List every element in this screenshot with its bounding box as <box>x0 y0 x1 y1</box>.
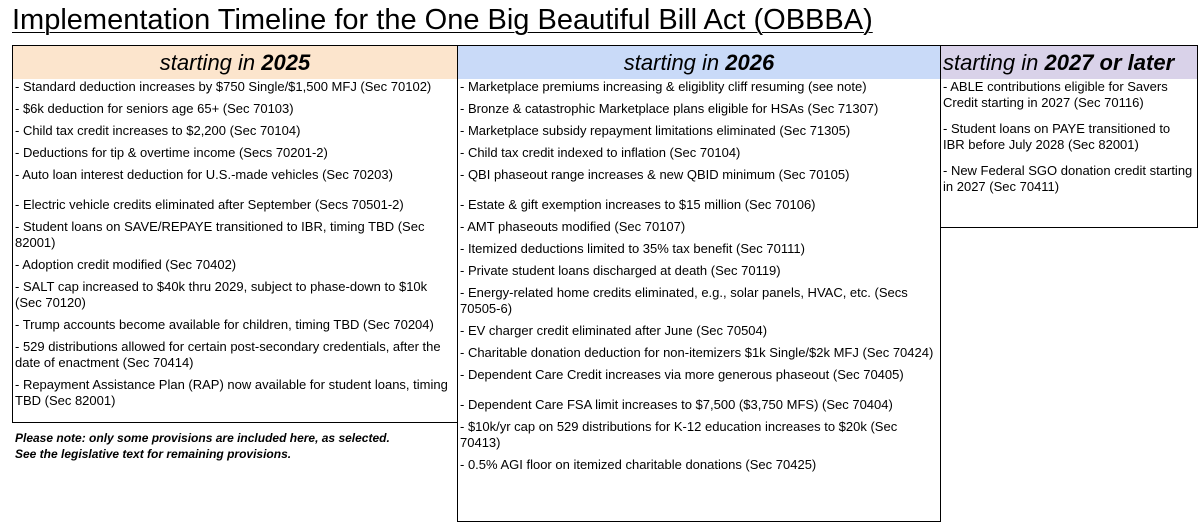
provision-item: - Dependent Care FSA limit increases to $7,500 ($3,750 MFS) (Sec 70404) <box>460 397 893 412</box>
column-header-2027 <box>941 46 1197 79</box>
provision-item: - 0.5% AGI floor on itemized charitable donations (Sec 70425) <box>460 457 817 472</box>
column-header-2025 <box>13 46 457 79</box>
provision-item: - Student loans on SAVE/REPAYE transitioned to IBR, timing TBD (Sec 82001) <box>15 219 425 250</box>
column-header-year: 2026 <box>725 50 775 75</box>
column-header-prefix: starting in <box>943 50 1045 75</box>
provision-item: - Child tax credit indexed to inflation (Sec 70104) <box>460 145 741 160</box>
provision-item: - Electric vehicle credits eliminated after September (Secs 70501-2) <box>15 197 404 212</box>
provision-item: - EV charger credit eliminated after June (Sec 70504) <box>460 323 768 338</box>
provision-item: - Energy-related home credits eliminated, e.g., solar panels, HVAC, etc. (Secs 70505-6) <box>460 285 908 316</box>
provision-item: - ABLE contributions eligible for Savers Credit starting in 2027 (Sec 70116) <box>943 79 1168 110</box>
column-2026 <box>457 45 941 522</box>
provision-item: - $10k/yr cap on 529 distributions for K-12 education increases to $20k (Sec 70413) <box>460 419 898 450</box>
column-header-prefix: starting in <box>159 50 262 75</box>
provision-list <box>941 79 1197 195</box>
provision-item: - 529 distributions allowed for certain post-secondary credentials, after the date of enactment (Sec 70414) <box>15 339 441 370</box>
provision-item: - AMT phaseouts modified (Sec 70107) <box>460 219 686 234</box>
provision-item: - Estate & gift exemption increases to $15 million (Sec 70106) <box>460 197 816 212</box>
provision-item: - QBI phaseout range increases & new QBID minimum (Sec 70105) <box>460 167 850 182</box>
provision-item: - Charitable donation deduction for non-itemizers $1k Single/$2k MFJ (Sec 70424) <box>460 345 934 360</box>
provision-item: - Adoption credit modified (Sec 70402) <box>15 257 237 272</box>
provision-item: - Auto loan interest deduction for U.S.-made vehicles (Sec 70203) <box>15 167 393 182</box>
provision-item: - Student loans on PAYE transitioned to IBR before July 2028 (Sec 82001) <box>943 121 1171 152</box>
provision-item: - Trump accounts become available for children, timing TBD (Sec 70204) <box>15 317 434 332</box>
provision-item: - Standard deduction increases by $750 Single/$1,500 MFJ (Sec 70102) <box>15 79 432 94</box>
column-header-year: 2025 <box>261 50 311 75</box>
column-header-2026 <box>458 46 940 79</box>
note-line: Please note: only some provisions are included here, as selected. <box>15 431 390 445</box>
provision-item: - Repayment Assistance Plan (RAP) now available for student loans, timing TBD (Sec 82001) <box>15 377 448 408</box>
provision-item: - Deductions for tip & overtime income (Secs 70201-2) <box>15 145 328 160</box>
provision-item: - Itemized deductions limited to 35% tax benefit (Sec 70111) <box>460 241 805 256</box>
provision-item: - SALT cap increased to $40k thru 2029, subject to phase-down to $10k (Sec 70120) <box>15 279 428 310</box>
column-header-year: 2027 or later <box>1044 50 1175 75</box>
provision-item: - Marketplace premiums increasing & eligiblity cliff resuming (see note) <box>460 79 867 94</box>
provision-item: - Child tax credit increases to $2,200 (Sec 70104) <box>15 123 301 138</box>
provision-item: - New Federal SGO donation credit starting in 2027 (Sec 70411) <box>943 163 1193 194</box>
provision-list <box>458 79 940 473</box>
page-title: Implementation Timeline for the One Big Beautiful Bill Act (OBBBA) <box>12 4 873 36</box>
note-line: See the legislative text for remaining provisions. <box>15 447 292 461</box>
provision-list <box>13 79 457 409</box>
provision-item: - Private student loans discharged at death (Sec 70119) <box>460 263 781 278</box>
column-2027-or-later <box>940 45 1198 228</box>
provision-item: - Marketplace subsidy repayment limitations eliminated (Sec 71305) <box>460 123 851 138</box>
column-header-prefix: starting in <box>623 50 726 75</box>
provision-item: - Dependent Care Credit increases via more generous phaseout (Sec 70405) <box>460 367 904 382</box>
provision-item: - $6k deduction for seniors age 65+ (Sec 70103) <box>15 101 294 116</box>
provision-item: - Bronze & catastrophic Marketplace plans eligible for HSAs (Sec 71307) <box>460 101 879 116</box>
selection-note <box>15 430 455 462</box>
column-2025 <box>12 45 458 423</box>
